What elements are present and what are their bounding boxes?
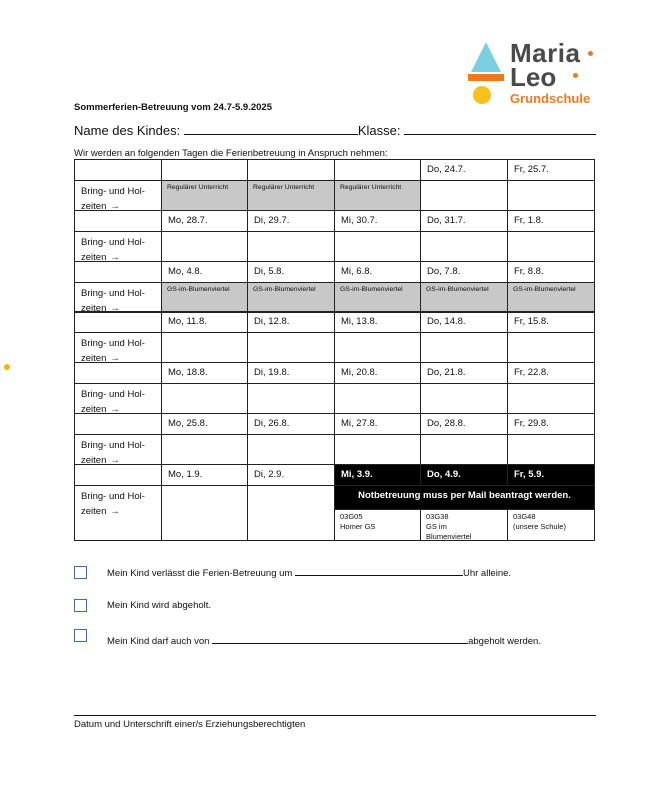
logo-dot-icon <box>573 73 578 78</box>
date-label: Do, 14.8. <box>427 316 466 327</box>
option-text: Mein Kind verlässt die Ferien-Betreuung um <box>107 568 293 579</box>
option-picked-up: Mein Kind wird abgeholt. <box>107 600 212 611</box>
bring-hol-label-cell <box>74 180 162 211</box>
date-cell <box>334 159 421 181</box>
date-row-label-cell <box>74 311 162 333</box>
bring-hol-word: zeiten <box>81 201 107 212</box>
bring-hol-label-cell <box>74 231 162 262</box>
date-cell <box>247 261 335 283</box>
time-entry-cell <box>420 282 508 313</box>
signature-label: Datum und Unterschrift einer/s Erziehungsberechtigten <box>74 719 306 730</box>
checkbox-picked-up[interactable] <box>74 599 87 612</box>
date-label <box>162 160 247 164</box>
logo-line1: Maria <box>510 38 581 68</box>
checkbox-picked-up-by[interactable] <box>74 629 87 642</box>
school-code-cell[interactable] <box>334 509 421 541</box>
cell-note: GS-im-Blumenviertel <box>253 286 316 293</box>
date-cell <box>420 362 508 384</box>
time-entry-cell[interactable] <box>420 180 508 211</box>
bring-hol-label-cell <box>74 282 162 313</box>
date-label: Mo, 4.8. <box>168 266 203 277</box>
date-cell <box>334 362 421 384</box>
bring-hol-text <box>81 504 161 519</box>
date-label: Do, 7.8. <box>427 266 461 277</box>
date-cell <box>507 311 595 333</box>
bring-hol-text: Bring- und Hol- <box>81 491 145 502</box>
date-label: Di, 26.8. <box>254 418 290 429</box>
date-cell <box>420 261 508 283</box>
time-entry-cell[interactable] <box>420 231 508 262</box>
time-entry-cell <box>247 282 335 313</box>
logo-line2: Leo <box>510 62 557 92</box>
code-number: 03G48 <box>513 512 536 521</box>
time-entry-cell[interactable] <box>420 383 508 414</box>
time-entry-cell[interactable] <box>161 383 248 414</box>
arrow-right-icon: → <box>110 303 120 314</box>
date-label: Fr, 29.8. <box>514 418 549 429</box>
time-entry-cell[interactable] <box>247 485 335 541</box>
name-label: Name des Kindes: <box>74 123 181 138</box>
time-entry-cell[interactable] <box>507 434 595 465</box>
date-label: Do, 24.7. <box>427 164 466 175</box>
date-row-label-cell <box>74 159 162 181</box>
date-label: Mi, 13.8. <box>341 316 378 327</box>
option-leaves-alone <box>107 566 511 579</box>
time-entry-cell[interactable] <box>507 383 595 414</box>
document-heading: Sommerferien-Betreuung vom 24.7-5.9.2025 <box>74 102 272 113</box>
date-row-label-cell <box>74 210 162 232</box>
arrow-right-icon: → <box>110 353 120 364</box>
option-text: Uhr alleine. <box>462 568 512 579</box>
date-label: Fr, 8.8. <box>514 266 544 277</box>
school-code <box>421 510 507 542</box>
date-label: Mo, 25.8. <box>168 418 208 429</box>
bring-hol-label-cell <box>74 332 162 363</box>
logo-triangle-icon <box>471 42 501 72</box>
time-entry-cell <box>161 282 248 313</box>
time-entry-cell <box>247 180 335 211</box>
date-label <box>335 160 420 164</box>
arrow-right-icon: → <box>110 506 120 517</box>
code-place: (unsere Schule) <box>513 522 566 531</box>
bring-hol-label-cell <box>74 485 162 541</box>
option-text: abgeholt werden. <box>468 636 541 647</box>
class-label: Klasse: <box>357 123 401 138</box>
bring-hol-word: zeiten <box>81 506 107 517</box>
date-cell <box>334 311 421 333</box>
time-entry-cell[interactable] <box>507 231 595 262</box>
cell-note: Regulärer Unterricht <box>167 184 229 191</box>
bring-hol-word: zeiten <box>81 303 107 314</box>
arrow-right-icon: → <box>110 455 120 466</box>
date-label: Fr, 22.8. <box>514 367 549 378</box>
date-row-label-cell <box>74 261 162 283</box>
date-label: Do, 21.8. <box>427 367 466 378</box>
time-entry-cell[interactable] <box>334 332 421 363</box>
date-cell <box>507 210 595 232</box>
school-code-cell[interactable] <box>420 509 508 541</box>
code-number: 03G38 <box>426 512 449 521</box>
date-row-label-cell <box>74 464 162 486</box>
bring-hol-text: Bring- und Hol- <box>81 237 145 248</box>
logo-bar-icon <box>468 74 504 81</box>
time-entry-cell[interactable] <box>420 332 508 363</box>
date-cell <box>247 159 335 181</box>
date-cell <box>161 464 248 486</box>
cell-note: GS-im-Blumenviertel <box>513 286 576 293</box>
date-label: Mo, 1.9. <box>168 469 203 480</box>
code-number: 03G05 <box>340 512 363 521</box>
time-entry-cell[interactable] <box>507 332 595 363</box>
person-field[interactable] <box>212 634 468 644</box>
time-entry-cell[interactable] <box>161 434 248 465</box>
date-label: Fr, 25.7. <box>514 164 549 175</box>
class-field[interactable] <box>404 122 596 135</box>
date-cell <box>247 413 335 435</box>
signature-line <box>74 715 596 716</box>
date-cell <box>507 413 595 435</box>
notbetreuung-text: Notbetreuung muss per Mail beantragt werden. <box>358 490 571 501</box>
school-code <box>508 510 594 532</box>
option-picked-up-by <box>107 634 541 647</box>
margin-dot <box>4 364 10 370</box>
time-entry-cell <box>161 180 248 211</box>
code-place: Homer GS <box>340 522 376 531</box>
time-entry-cell[interactable] <box>161 231 248 262</box>
date-cell <box>161 413 248 435</box>
cell-note: GS-im-Blumenviertel <box>167 286 230 293</box>
date-cell <box>420 159 508 181</box>
date-label: Do, 31.7. <box>427 215 466 226</box>
cell-note: GS-im-Blumenviertel <box>426 286 489 293</box>
date-label: Mi, 6.8. <box>341 266 373 277</box>
date-label: Do, 28.8. <box>427 418 466 429</box>
bring-hol-word: zeiten <box>81 455 107 466</box>
date-row-label-cell <box>74 413 162 435</box>
date-label <box>248 160 334 164</box>
date-label: Fr, 5.9. <box>514 469 545 480</box>
date-label: Fr, 15.8. <box>514 316 549 327</box>
bring-hol-word: zeiten <box>81 252 107 263</box>
time-entry-cell[interactable] <box>247 434 335 465</box>
cell-note: Regulärer Unterricht <box>340 184 402 191</box>
logo-subtitle: Grundschule <box>510 91 591 106</box>
time-entry-cell[interactable] <box>161 485 248 541</box>
date-cell <box>507 159 595 181</box>
time-entry-cell <box>507 282 595 313</box>
date-label: Mi, 20.8. <box>341 367 378 378</box>
date-cell <box>247 311 335 333</box>
checkbox-leaves-alone[interactable] <box>74 566 87 579</box>
school-code-cell[interactable] <box>507 509 595 541</box>
bring-hol-text: Bring- und Hol- <box>81 288 145 299</box>
bring-hol-text: Bring- und Hol- <box>81 389 145 400</box>
time-entry-cell[interactable] <box>507 180 595 211</box>
time-field[interactable] <box>295 566 463 576</box>
option-text: Mein Kind darf auch von <box>107 636 210 647</box>
date-label: Fr, 1.8. <box>514 215 544 226</box>
intro-text: Wir werden an folgenden Tagen die Ferienbetreuung in Anspruch nehmen: <box>74 148 388 159</box>
bring-hol-label-cell <box>74 434 162 465</box>
name-field[interactable] <box>184 122 358 135</box>
date-cell <box>334 261 421 283</box>
time-entry-cell[interactable] <box>334 383 421 414</box>
date-row-label-cell <box>74 362 162 384</box>
date-label: Di, 12.8. <box>254 316 290 327</box>
date-cell <box>161 261 248 283</box>
bring-hol-label-cell <box>74 383 162 414</box>
cell-note: Regulärer Unterricht <box>253 184 315 191</box>
bring-hol-text: Bring- und Hol- <box>81 186 145 197</box>
date-label: Mi, 30.7. <box>341 215 378 226</box>
date-label: Di, 5.8. <box>254 266 285 277</box>
time-entry-cell <box>334 282 421 313</box>
school-code <box>335 510 420 532</box>
date-label: Mo, 18.8. <box>168 367 208 378</box>
date-cell <box>334 464 421 486</box>
arrow-right-icon: → <box>110 252 120 263</box>
date-label: Di, 29.7. <box>254 215 290 226</box>
bring-hol-word: zeiten <box>81 404 107 415</box>
date-cell <box>420 210 508 232</box>
name-class-line <box>74 122 596 138</box>
date-label: Mi, 27.8. <box>341 418 378 429</box>
time-entry-cell[interactable] <box>334 231 421 262</box>
date-cell <box>161 311 248 333</box>
arrow-right-icon: → <box>110 404 120 415</box>
date-cell <box>161 362 248 384</box>
time-entry-cell[interactable] <box>420 434 508 465</box>
date-cell <box>161 159 248 181</box>
bring-hol-text: Bring- und Hol- <box>81 338 145 349</box>
code-place: Blumenviertel <box>426 532 472 541</box>
date-cell <box>420 464 508 486</box>
date-cell <box>507 464 595 486</box>
arrow-right-icon: → <box>110 201 120 212</box>
cell-note: GS-im-Blumenviertel <box>340 286 403 293</box>
date-cell <box>334 210 421 232</box>
date-cell <box>247 362 335 384</box>
schedule-table <box>74 159 594 540</box>
time-entry-cell <box>334 180 421 211</box>
bring-hol-word: zeiten <box>81 353 107 364</box>
date-label: Mo, 28.7. <box>168 215 208 226</box>
bring-hol-label <box>75 486 161 519</box>
date-cell <box>247 210 335 232</box>
date-cell <box>420 413 508 435</box>
date-cell <box>247 464 335 486</box>
date-cell <box>161 210 248 232</box>
code-place: GS im <box>426 522 447 531</box>
date-label: Di, 2.9. <box>254 469 285 480</box>
date-cell <box>420 311 508 333</box>
time-entry-cell[interactable] <box>247 383 335 414</box>
date-label: Di, 19.8. <box>254 367 290 378</box>
date-cell <box>507 261 595 283</box>
time-entry-cell[interactable] <box>334 434 421 465</box>
time-entry-cell[interactable] <box>161 332 248 363</box>
logo-circle-icon <box>473 86 491 104</box>
bring-hol-text: Bring- und Hol- <box>81 440 145 451</box>
date-label: Do, 4.9. <box>427 469 461 480</box>
time-entry-cell[interactable] <box>247 332 335 363</box>
date-cell <box>334 413 421 435</box>
date-cell <box>507 362 595 384</box>
date-label: Mo, 11.8. <box>168 316 207 327</box>
notbetreuung-notice <box>334 485 595 510</box>
time-entry-cell[interactable] <box>247 231 335 262</box>
logo-dot-icon <box>588 51 593 56</box>
date-label: Mi, 3.9. <box>341 469 373 480</box>
